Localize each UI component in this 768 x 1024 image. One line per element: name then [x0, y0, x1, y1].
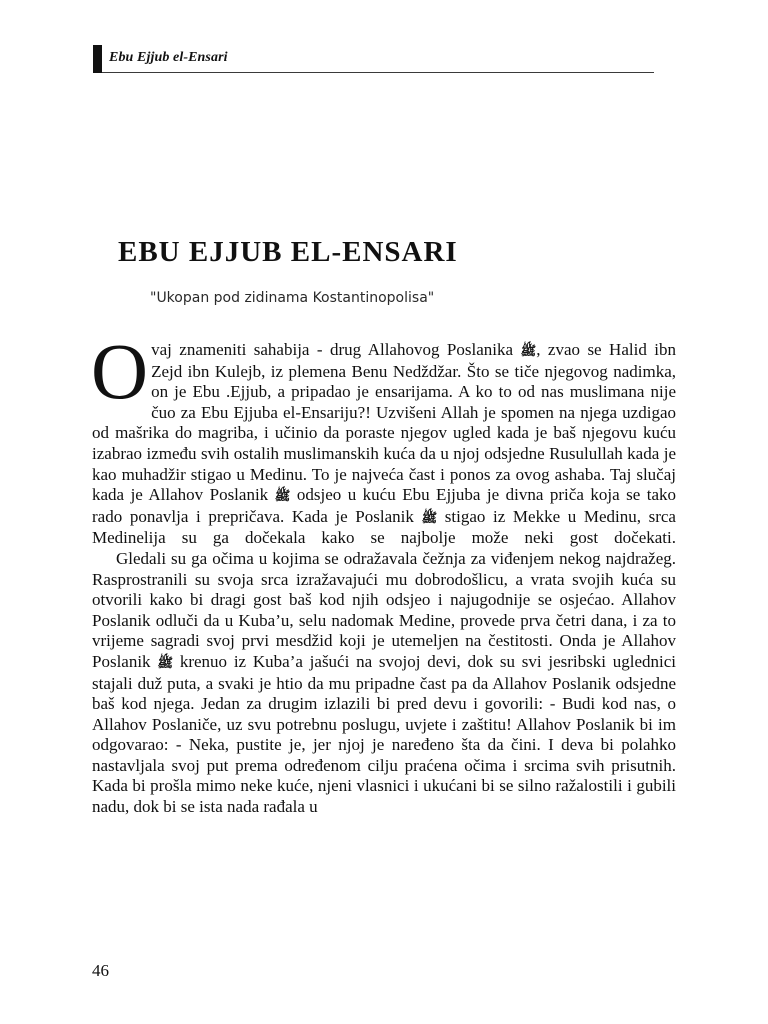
sallallahu-icon: ﷺ — [157, 654, 174, 670]
paragraph-1 — [91, 329, 676, 549]
chapter-title: EBU EJJUB EL-ENSARI — [118, 236, 458, 268]
page-number: 46 — [92, 961, 109, 980]
drop-cap: O — [91, 329, 149, 416]
paragraph-1-segment-1: vaj znameniti sahabija - drug Allahovog Poslanika — [151, 340, 521, 359]
header-marker-bar — [93, 45, 102, 73]
paragraph-1-segment-4: stigao iz Mekke u Medinu, srca Medinelija su ga dočekala kako se najbolje može neki gost dočekati. — [92, 506, 676, 548]
paragraph-2-segment-1: Gledali su ga očima u kojima se odražavala čežnja za viđenjem nekog najdražeg. Rasprostranili su svoja srca izražavajući mu dobrodošlicu, a vrata svojih kuća su otvorili kako bi dragi gost baš kod njih odsjeo i najugodnije se osjećao. Allahov Poslanik odluči da u Kuba’u, selu nadomak Medine, provede prva četri dana, i za to vrijeme sagradi svoj prvi mesdžid koji je utemeljen na čestitosti. Onda je Allahov Poslanik — [92, 548, 676, 671]
paragraph-1-segment-3: odsjeo u kuću Ebu Ejjuba je divna priča koja se tako rado ponavlja i prepričava. Kada je Poslanik — [92, 485, 676, 526]
paragraph-1-segment-2: , zvao se Halid ibn Zejd ibn Kulejb, iz plemena Benu Nedždžar. Što se tiče njegovog nadimka, on je Ebu .Ejjub, a pripadao je ensarijama. A ko to od nas muslimana nije čuo za Ebu Ejjuba el-Ensariju?! Uzvišeni Allah je spomen na njega uzdigao od mašrika do magriba, i učinio da poraste njegov ugled kada je baš njegovu kuću izabrao između svih ostalih muslimanskih kuća da u njoj odsjedne Rusulullah kada je kao muhadžir stigao u Medinu. To je najveća čast i ponos za ovog ashaba. Taj slučaj kada je Allahov Poslanik — [92, 340, 676, 505]
sallallahu-icon: ﷺ — [520, 343, 537, 358]
body-text — [91, 329, 676, 818]
sallallahu-icon: ﷺ — [421, 509, 438, 525]
running-header — [93, 44, 654, 73]
paragraph-2 — [92, 549, 676, 818]
running-title: Ebu Ejjub el-Ensari — [109, 50, 228, 65]
sallallahu-icon: ﷺ — [274, 488, 291, 504]
chapter-subtitle: "Ukopan pod zidinama Kostantinopolisa" — [150, 290, 435, 306]
paragraph-2-segment-2: krenuo iz Kuba’a jašući na svojoj devi, dok su svi jesribski uglednici stajali duž puta, a svaki je htio da mu pripadne čast pa da Allahov Poslanik odsjedne baš kod njega. Jedan za drugim izlazili bi pred devu i govorili: - Budi kod nas, o Allahov Poslaniče, uz svu potrebnu poslugu, uvjete i zaštitu! Allahov Poslanik bi im odgovarao: - Neka, pustite je, jer njoj je naređeno šta da čini. I deva bi polahko nastavljala svoj put prema određenom cilju praćena očima i srcima svih prisutnih. Kada bi prošla mimo neke kuće, njeni vlasnici i ukućani bi se silno ražalostili i gubili nadu, dok bi se ista nada rađala u — [92, 651, 676, 817]
